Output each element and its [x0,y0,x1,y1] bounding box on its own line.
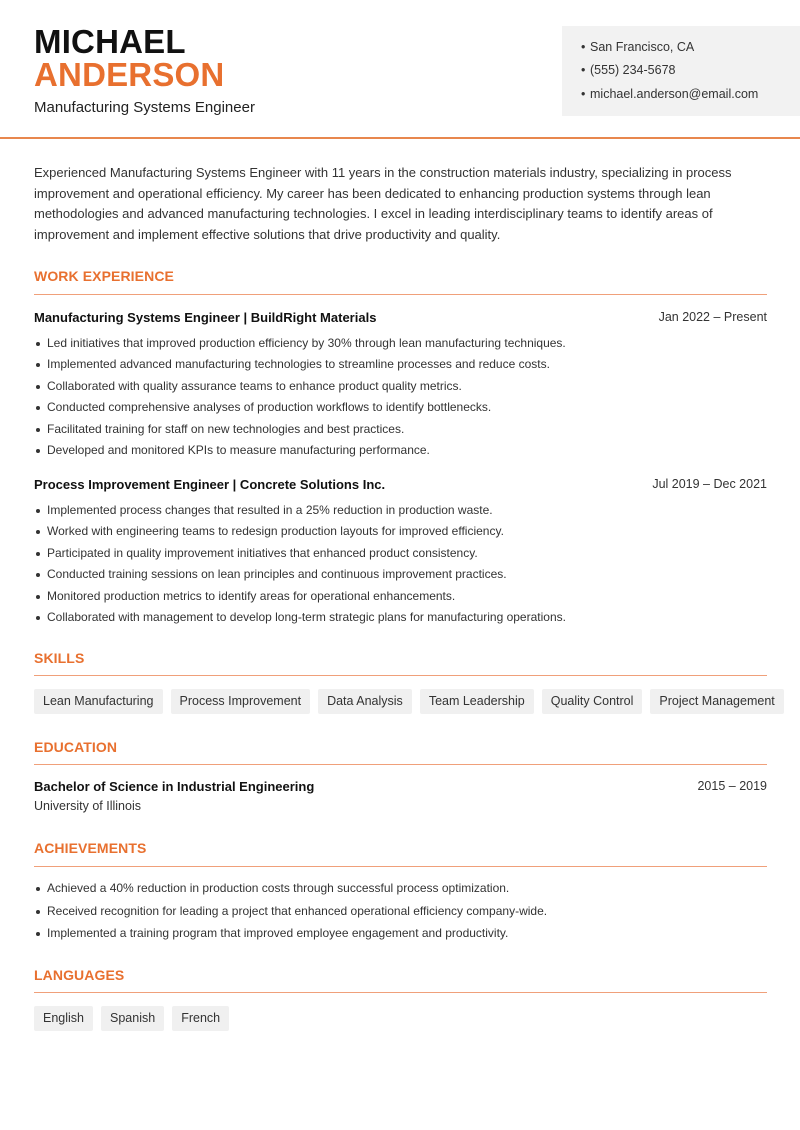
language-tag: English [34,1006,93,1031]
education-school: University of Illinois [34,799,141,813]
education-dates: 2015 – 2019 [697,779,767,793]
list-item: Monitored production metrics to identify areas for operational enhancements. [34,589,566,610]
achievement-bullets [34,881,547,949]
language-tag: Spanish [101,1006,164,1031]
list-item: Implemented a training program that improved employee engagement and productivity. [34,926,547,949]
bullet-icon: • [581,87,586,101]
section-title-languages: LANGUAGES [34,967,125,983]
contact-location [581,40,694,54]
list-item: Conducted comprehensive analyses of production workflows to identify bottlenecks. [34,400,566,421]
resume-header [0,0,800,139]
list-item: Worked with engineering teams to redesign production layouts for improved efficiency. [34,524,566,545]
language-tags [34,1006,229,1031]
section-title-work: WORK EXPERIENCE [34,268,174,284]
job-dates: Jan 2022 – Present [658,310,767,324]
contact-email [581,87,758,101]
education-degree: Bachelor of Science in Industrial Engineering [34,779,315,794]
list-item: Developed and monitored KPIs to measure manufacturing performance. [34,443,566,464]
skill-tag: Process Improvement [171,689,311,714]
skill-tag: Quality Control [542,689,643,714]
summary-paragraph: Experienced Manufacturing Systems Engineer with 11 years in the construction materials industry, specializing in process improvement and operational efficiency. My career has been dedicated to enhancing production systems through lean methodologies and advanced manufacturing technologies. I excel in leading interdisciplinary teams to identify areas of improvement and implement effective solutions that drive productivity and quality. [34,165,732,243]
email-text: michael.anderson@email.com [590,87,759,101]
job-bullets [34,503,566,631]
section-divider [34,992,767,993]
section-title-achievements: ACHIEVEMENTS [34,840,147,856]
list-item: Implemented process changes that resulted in a 25% reduction in production waste. [34,503,566,524]
bullet-icon: • [581,63,586,77]
job-title: Manufacturing Systems Engineer [34,99,255,116]
job-heading: Manufacturing Systems Engineer | BuildRight Materials [34,310,377,325]
language-tag: French [172,1006,229,1031]
section-divider [34,866,767,867]
list-item: Facilitated training for staff on new technologies and best practices. [34,422,566,443]
list-item: Led initiatives that improved production efficiency by 30% through lean manufacturing techniques. [34,336,566,357]
list-item: Implemented advanced manufacturing technologies to streamline processes and reduce costs. [34,357,566,378]
section-divider [34,294,767,295]
list-item: Collaborated with management to develop long-term strategic plans for manufacturing operations. [34,610,566,631]
bullet-icon: • [581,40,586,54]
list-item: Received recognition for leading a project that enhanced operational efficiency company-wide. [34,904,547,927]
section-title-education: EDUCATION [34,739,118,755]
skill-tag: Project Management [650,689,783,714]
last-name: ANDERSON [34,56,225,93]
job-heading: Process Improvement Engineer | Concrete Solutions Inc. [34,477,386,492]
list-item: Collaborated with quality assurance teams to enhance product quality metrics. [34,379,566,400]
contact-box [562,26,800,116]
skill-tag: Lean Manufacturing [34,689,163,714]
location-text: San Francisco, CA [590,40,695,54]
phone-text: (555) 234-5678 [590,63,676,77]
list-item: Participated in quality improvement initiatives that enhanced product consistency. [34,546,566,567]
list-item: Conducted training sessions on lean principles and continuous improvement practices. [34,567,566,588]
job-bullets [34,336,566,464]
skill-tag: Data Analysis [318,689,412,714]
list-item: Achieved a 40% reduction in production costs through successful process optimization. [34,881,547,904]
skill-tag: Team Leadership [420,689,534,714]
skills-tags [34,689,784,714]
section-divider [34,764,767,765]
section-divider [34,675,767,676]
first-name: MICHAEL [34,23,186,60]
section-title-skills: SKILLS [34,650,85,666]
contact-phone [581,63,675,77]
job-dates: Jul 2019 – Dec 2021 [652,477,767,491]
